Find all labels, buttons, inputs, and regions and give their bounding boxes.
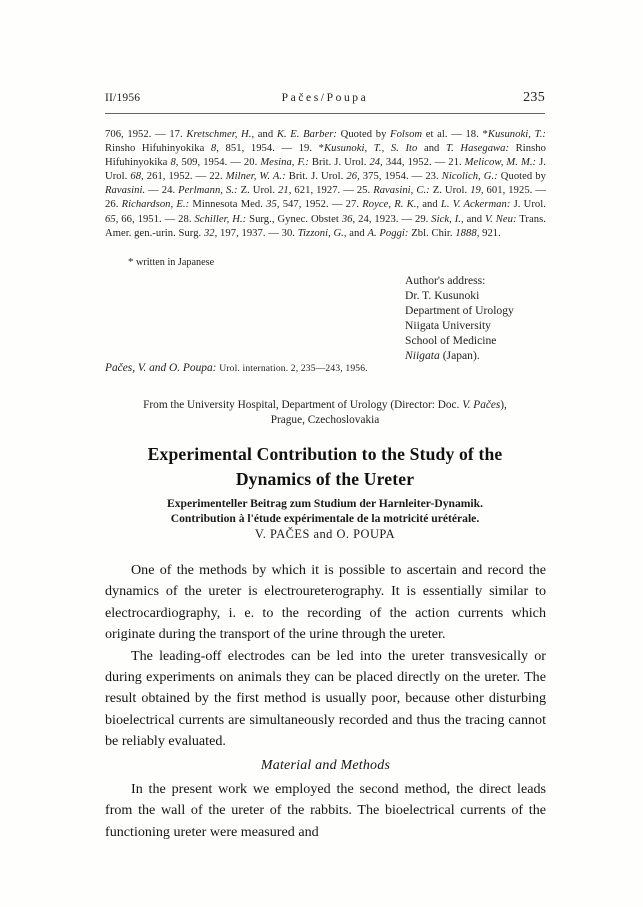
citation-line — [105, 362, 368, 374]
article-byline: V. PAČES and O. POUPA — [254, 527, 396, 541]
affiliation-post: ), — [500, 399, 507, 411]
author-address-country: (Japan). — [439, 349, 480, 363]
author-address-heading: Author's address: — [405, 274, 486, 287]
scan-artifact — [212, 827, 226, 833]
author-address-line: Niigata University — [405, 319, 491, 333]
body-paragraph: In the present work we employed the second method, the direct leads from the wall of the ureter of the rabbits. The bioelectrical currents of the functioning ureter were measured and — [105, 781, 546, 840]
author-address-line: Department of Urology — [405, 304, 514, 318]
page-number: 235 — [523, 90, 545, 105]
affiliation-city: Prague, Czechoslovakia — [270, 414, 380, 426]
article-title-line-2: Dynamics of the Ureter — [235, 469, 415, 489]
subtitle-french: Contribution à l'étude expérimentale de la motricité urétérale. — [170, 512, 480, 526]
article-title — [105, 442, 545, 492]
article-body — [105, 560, 546, 843]
running-title: Pačes/Poupa — [281, 92, 369, 104]
affiliation-director: V. Pačes — [462, 399, 501, 411]
reference-list: 706, 1952. — 17. Kretschmer, H., and K. E. Barber: Quoted by Folsom et al. — 18. *Kusunoki, T.: Rinsho Hifuhinyokika 8, 851, 1954. — 19. *Kusunoki, T., S. Ito and T. Hasegawa: Rinsho Hifuhinyokika 8, 509, 1954. — 20. Mesina, F.: Brit. J. Urol. 24, 344, 1952. — 21. Melicow, M. M.: J. Urol. 68, 261, 1952. — 22. Milner, W. A.: Brit. J. Urol. 26, 375, 1954. — 23. Nicolich, G.: Quoted by Ravasini. — 24. Perlmann, S.: Z. Urol. 21, 621, 1927. — 25. Ravasini, C.: Z. Urol. 19, 601, 1925. — 26. Richardson, E.: Minnesota Med. 35, 547, 1952. — 27. Royce, R. K., and L. V. Ackerman: J. Urol. 65, 66, 1951. — 28. Schiller, H.: Surg., Gynec. Obstet 36, 24, 1923. — 29. Sick, I., and V. Neu: Trans. Amer. gen.-urin. Surg. 32, 197, 1937. — 30. Tizzoni, G., and A. Poggi: Zbl. Chir. 1888, 921. — [105, 129, 547, 239]
author-address-block — [405, 273, 514, 364]
author-address-line: Dr. T. Kusunoki — [405, 289, 480, 303]
footnote-marker: * — [128, 256, 134, 268]
footnote-text: written in Japanese — [136, 257, 215, 268]
citation-source: Urol. internation. 2, 235—243, 1956. — [219, 363, 368, 374]
affiliation-pre: From the University Hospital, Department of Urology (Director: Doc. — [143, 399, 463, 411]
affiliation — [105, 398, 545, 428]
japanese-footnote — [128, 256, 214, 268]
citation-authors: Pačes, V. and O. Poupa: — [105, 362, 217, 374]
subtitle-german: Experimenteller Beitrag zum Studium der Harnleiter-Dynamik. — [167, 497, 483, 510]
author-address-line: School of Medicine — [405, 334, 497, 348]
body-paragraph: The leading-off electrodes can be led into the ureter transvesically or during experiments on animals they can be placed directly on the ureter. The result obtained by the first method is usually poor, because other disturbing bioelectrical currents are simultaneously recorded and thus the tracing cannot be reliably evaluated. — [105, 647, 546, 750]
body-paragraph: One of the methods by which it is possible to ascertain and record the dynamics of the ureter is electroureterography. It is essentially similar to electrocardiography, i. e. to the recording of the action currents which originate during the transport of the urine through the ureter. — [105, 562, 546, 643]
author-address-city-name: Niigata — [405, 349, 440, 363]
header-rule — [105, 113, 545, 114]
issue-label: II/1956 — [105, 92, 141, 104]
article-subtitles — [105, 496, 545, 527]
article-title-line-1: Experimental Contribution to the Study of the — [147, 444, 503, 464]
author-address-city — [405, 348, 514, 363]
section-heading: Material and Methods — [260, 757, 391, 773]
running-head — [105, 92, 545, 108]
